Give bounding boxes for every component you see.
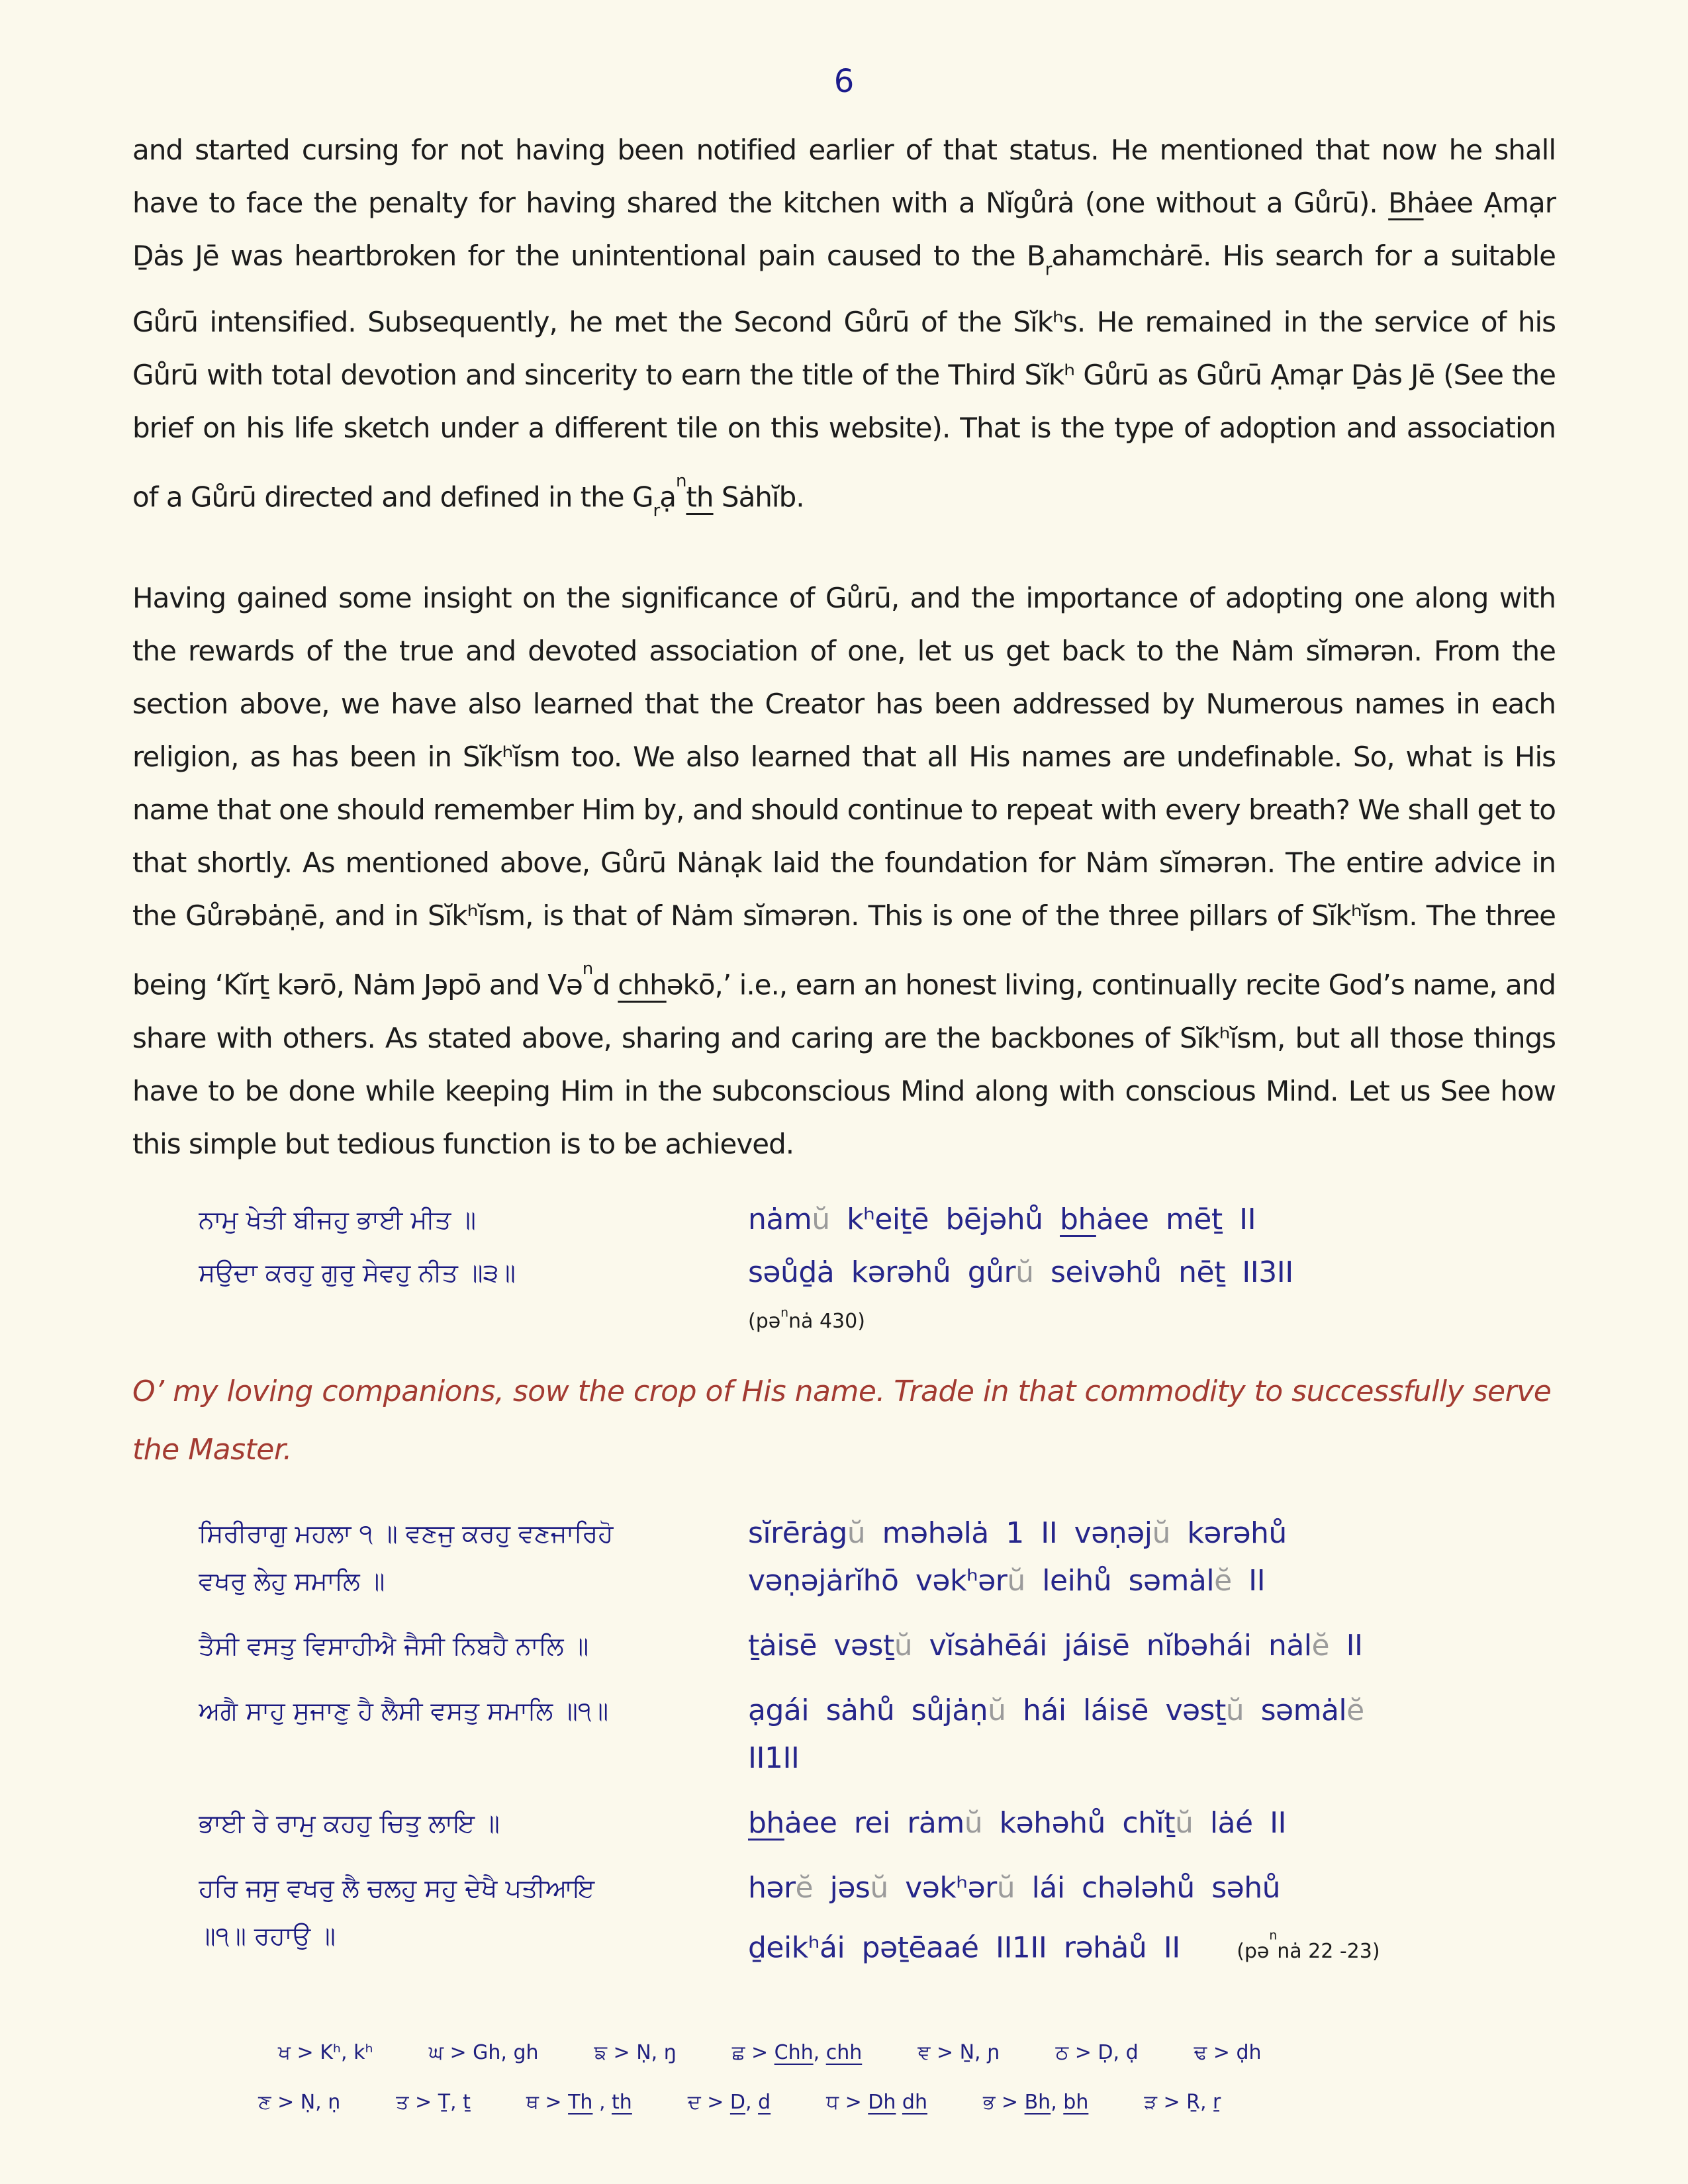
english-translation: O’ my loving companions, sow the crop of His name. Trade in that commodity to successfully serve the Master. <box>132 1375 1552 1467</box>
text-line: bhȧee rei rȧmŭ kəhəhů chĭṯŭ lȧé II <box>748 1806 1287 1841</box>
text-line: II1II <box>748 1741 800 1776</box>
gurmukhi-text <box>199 1687 728 1782</box>
key-entry: ਞ > Ṉ, ɲ <box>917 2041 1000 2064</box>
scripture-row <box>199 1510 1556 1605</box>
key-entry: ਦ > D, d <box>687 2091 771 2114</box>
text-line: sĭrērȧgŭ məhəlȧ 1 II vəṇəjŭ kərəhů <box>748 1516 1287 1551</box>
scripture-row <box>199 1622 1556 1670</box>
body-paragraph-2: Having gained some insight on the significance of Gůrū, and the importance of adopting one along with the rewards of the true and devoted association of one, let us get back to the Nȧm sĭmərən. From the section above, we have also learned that the Creator has been addressed by Numerous names in each religion, as has been in Sĭkʰĭsm too. We also learned that all His names are undefinable. So, what is His name that one should remember Him by, and should continue to repeat with every breath? We shall get to that shortly. As mentioned above, Gůrū Nȧnạk laid the foundation for Nȧm sĭmərən. The entire advice in the Gůrəbȧṇē, and in Sĭkʰĭsm, is that of Nȧm sĭmərən. This is one of the three pillars of Sĭkʰĭsm. The three being ‘Kĭrṯ kərō, Nȧm Jəpō and Və$^n$d chhəkō,’ i.e., earn an honest living, continually recite God’s name, and share with others. As stated above, sharing and caring are the backbones of Sĭkʰĭsm, but all those things have to be done while keeping Him in the subconscious Mind along with conscious Mind. Let us See how this simple but tedious function is to be achieved. <box>132 582 1556 1160</box>
key-entry: ਤ > Ṯ, ṯ <box>396 2091 471 2114</box>
key-entry: ੜ > Ṟ, ṟ <box>1144 2091 1221 2114</box>
text-line: ạgái sȧhů sůjȧṇŭ hái láisē vəsṯŭ səmȧlĕ <box>748 1694 1364 1728</box>
key-entry: ਧ > Dh dh <box>826 2091 927 2114</box>
transliteration-text <box>748 1622 1556 1670</box>
key-entry: ਛ > Chh, chh <box>731 2041 863 2064</box>
body-paragraph-1: and started cursing for not having been notified earlier of that status. He mentioned that now he shall have to face the penalty for having shared the kitchen with a Nĭgůrȧ (one without a Gůrū). Bhȧee Ạmạr Ḏȧs Jē was heartbroken for the unintentional pain caused to the $B_rahamchȧrē$. His search for a suitable Gůrū intensified. Subsequently, he met the Second Gůrū of the Sĭkʰs. He remained in the service of his Gůrū with total devotion and sincerity to earn the title of the Third Sĭkʰ Gůrū as Gůrū Ạmạr Ḏȧs Jē (See the brief on his life sketch under a different tile on this website). That is the type of adoption and association of a Gůrū directed and defined in the $G_rạ^nth$ Sȧhĭb. <box>132 134 1556 522</box>
transliteration-key <box>0 2041 1688 2140</box>
transliteration-text <box>748 1510 1556 1605</box>
transliteration-text <box>748 1193 1556 1337</box>
text-line: ਨਾਮੁ ਖੇਤੀ ਬੀਜਹੁ ਭਾਈ ਮੀਤ ॥ <box>199 1205 476 1234</box>
page-number: 6 <box>833 63 855 100</box>
transliteration-key-row-1 <box>278 2041 1688 2064</box>
key-entry: ਣ > Ṇ, ṇ <box>258 2091 341 2114</box>
gurmukhi-text <box>199 1622 728 1670</box>
scripture-row <box>199 1687 1556 1782</box>
gurmukhi-text <box>199 1799 728 1847</box>
text-line: ਭਾਈ ਰੇ ਰਾਮੁ ਕਹਹੁ ਚਿਤੁ ਲਾਇ ॥ <box>199 1809 500 1839</box>
gurmukhi-text <box>199 1193 728 1337</box>
scripture-quote-panna-22-23 <box>132 1510 1556 1975</box>
text-line: (pə$^n$nȧ 430) <box>748 1306 865 1334</box>
transliteration-text <box>748 1799 1556 1847</box>
text-line: ਤੈਸੀ ਵਸਤੁ ਵਿਸਾਹੀਐ ਜੈਸੀ ਨਿਬਹੈ ਨਾਲਿ ॥ <box>199 1631 589 1661</box>
text-line: ṯȧisē vəsṯŭ vĭsȧhēái jáisē nĭbəhái nȧlĕ II <box>748 1629 1363 1663</box>
key-entry: ਠ > Ḍ, ḍ <box>1055 2041 1139 2064</box>
key-entry: ਘ > Gh, gh <box>428 2041 539 2064</box>
transliteration-text <box>748 1864 1556 1975</box>
text-line: ਵਖਰੁ ਲੇਹੁ ਸਮਾਲਿ ॥ <box>199 1567 385 1596</box>
transliteration-key-row-2 <box>258 2091 1688 2114</box>
text-line: səůḏȧ kərəhů gůrŭ seivəhů nēṯ II3II <box>748 1255 1293 1289</box>
text-line: ਅਗੈ ਸਾਹੁ ਸੁਜਾਣੁ ਹੈ ਲੈਸੀ ਵਸਤੁ ਸਮਾਲਿ ॥੧॥ <box>199 1696 609 1726</box>
scripture-row <box>199 1799 1556 1847</box>
transliteration-text <box>748 1687 1556 1782</box>
text-line: hərĕ jəsŭ vəkʰərŭ lái chələhů səhů <box>748 1871 1281 1905</box>
gurmukhi-text <box>199 1864 728 1975</box>
scripture-quote-panna-430 <box>132 1193 1556 1337</box>
key-entry: ਙ > Ṇ, ŋ <box>594 2041 677 2064</box>
text-line: nȧmŭ kʰeiṯē bējəhů bhȧee mēṯ II <box>748 1202 1256 1236</box>
text-line: ਹਰਿ ਜਸੁ ਵਖਰੁ ਲੈ ਚਲਹੁ ਸਹੁ ਦੇਖੈ ਪਤੀਆਇ <box>199 1874 595 1903</box>
text-line: ਸਿਰੀਰਾਗੁ ਮਹਲਾ ੧ ॥ ਵਣਜੁ ਕਰਹੁ ਵਣਜਾਰਿਹੋ <box>199 1519 614 1549</box>
text-line: ḏeikʰái pəṯēaaé II1II rəhȧů II (pə$^n$nȧ 22 -23) <box>748 1929 1380 1965</box>
key-entry: ਢ > ḍh <box>1194 2041 1262 2064</box>
key-entry: ਖ > Kʰ, kʰ <box>278 2041 373 2064</box>
text-line: vəṇəjȧrĭhō vəkʰərŭ leihů səmȧlĕ II <box>748 1564 1266 1598</box>
key-entry: ਥ > Th , th <box>526 2091 632 2114</box>
text-line: ਸਉਦਾ ਕਰਹੁ ਗੁਰੁ ਸੇਵਹੁ ਨੀਤ ॥੩॥ <box>199 1257 516 1287</box>
text-line: ॥੧॥ ਰਹਾਉ ॥ <box>199 1921 336 1951</box>
gurmukhi-text <box>199 1510 728 1605</box>
scripture-row <box>199 1864 1556 1975</box>
key-entry: ਭ > Bh, bh <box>982 2091 1089 2114</box>
